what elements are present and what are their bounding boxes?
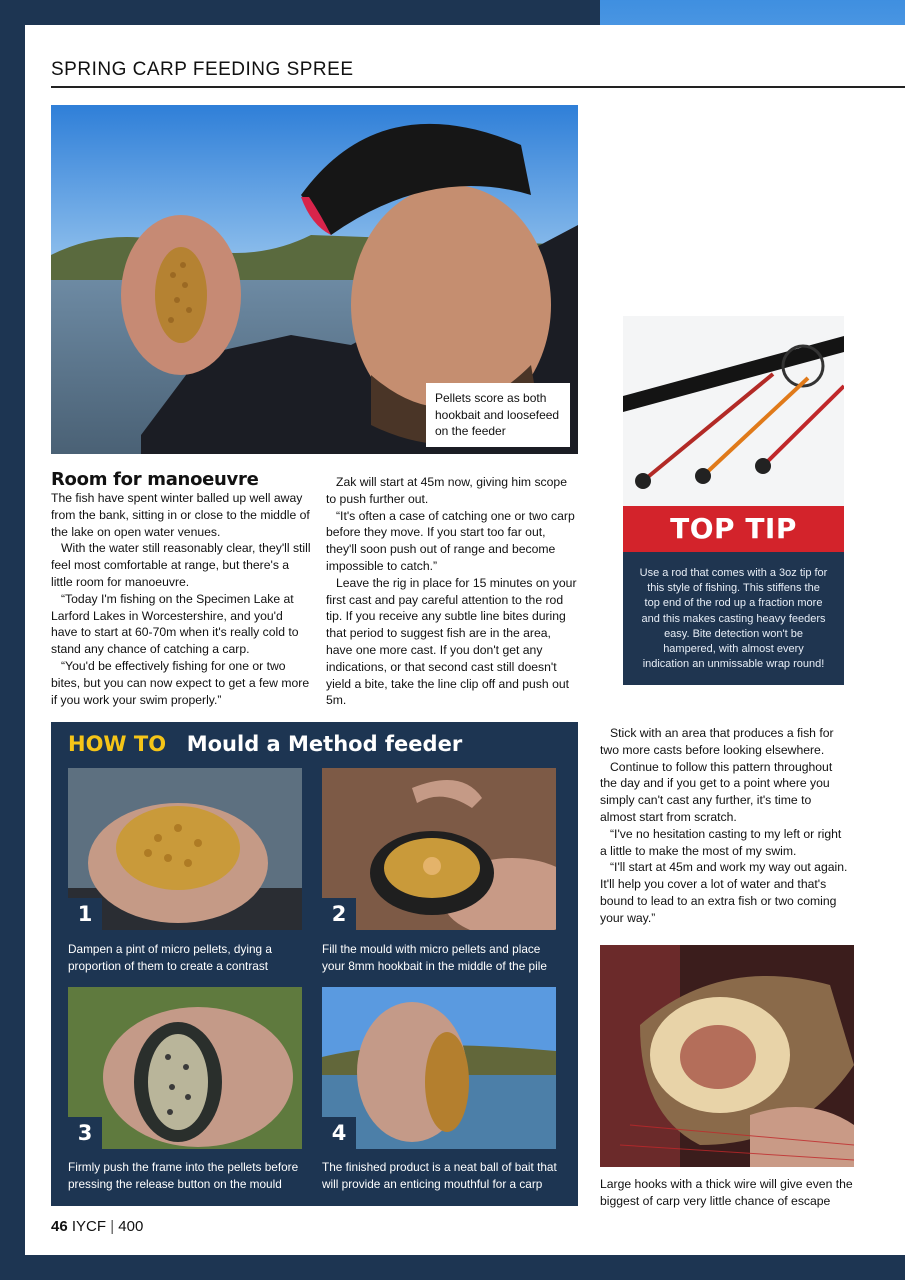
step-3-caption: Firmly push the frame into the pellets before pressing the release button on the mould bbox=[68, 1160, 299, 1191]
paragraph: Stick with an area that produces a fish for two more casts before looking elsewhere. bbox=[600, 726, 834, 757]
article-subhead: Room for manoeuvre bbox=[51, 469, 259, 490]
footer-divider: | bbox=[110, 1218, 115, 1235]
how-to-kicker: HOW TO bbox=[68, 732, 167, 756]
issue-number: 400 bbox=[118, 1218, 144, 1235]
step-number: 4 bbox=[322, 1117, 356, 1149]
top-tip-panel bbox=[623, 316, 844, 685]
paragraph: “It's often a case of catching one or two carp before they move. If you start too far out, they'll soon push out of range and become impossible to catch.” bbox=[326, 508, 575, 573]
article-column-2 bbox=[326, 474, 578, 709]
paragraph: Zak will start at 45m now, giving him scope to push further out. bbox=[326, 475, 567, 506]
paragraph: With the water still reasonably clear, they'll still feel most comfortable at range, but there's a little room for manoeuvre. bbox=[51, 541, 311, 589]
how-to-heading bbox=[68, 732, 462, 756]
hero-angler-photo bbox=[51, 105, 578, 454]
step-4-caption: The finished product is a neat ball of bait that will provide an enticing mouthful for a carp bbox=[322, 1160, 557, 1191]
step-1-photo bbox=[68, 768, 302, 930]
paragraph: The fish have spent winter balled up well away from the bank, sitting in or close to the middle of the lake on open water venues. bbox=[51, 491, 310, 539]
rod-tips-photo bbox=[623, 316, 844, 506]
paragraph: “I've no hesitation casting to my left or right a little to make the most of my swim. bbox=[600, 826, 842, 858]
step-2-caption: Fill the mould with micro pellets and place your 8mm hookbait in the middle of the pile bbox=[322, 942, 547, 973]
magazine-page bbox=[25, 25, 905, 1255]
article-column-1 bbox=[51, 490, 311, 708]
paragraph: “You'd be effectively fishing for one or two bites, but you can now expect to get a few more if you work your swim properly.” bbox=[51, 658, 310, 707]
step-4-photo bbox=[322, 987, 556, 1149]
paragraph: “I'll start at 45m and work my way out again. It'll help you cover a lot of water and that's bound to lead to an extra fish or two coming your way.” bbox=[600, 860, 848, 925]
hero-caption: Pellets score as both hookbait and loosefeed on the feeder bbox=[426, 383, 570, 447]
top-tip-text: Use a rod that comes with a 3oz tip for this style of fishing. This stiffens the top end of the rod up a fraction more and this makes casting heavy feeders easy. Bite detection won't be hampered, with almost every indication an unmissable wrap round! bbox=[639, 567, 828, 671]
step-number: 2 bbox=[322, 898, 356, 930]
paragraph: Continue to follow this pattern throughout the day and if you get to a point where you simply can't cast any further, it's time to almost start from scratch. bbox=[600, 759, 833, 824]
paragraph: “Today I'm fishing on the Specimen Lake at Larford Lakes in Worcestershire, and you'd have to start at 60-70m when it's really cold to stand any chance of catching a carp. bbox=[51, 591, 299, 657]
step-2-photo bbox=[322, 768, 556, 930]
section-title: SPRING CARP FEEDING SPREE bbox=[51, 59, 354, 80]
how-to-title: Mould a Method feeder bbox=[186, 732, 463, 756]
carp-mouth-photo bbox=[600, 945, 854, 1167]
paragraph: Leave the rig in place for 15 minutes on your first cast and pay careful attention to the rod tip. If you receive any subtle line bites during that period to suggest fish are in the area, have one more cast. If you don't get any indications, or that second cast still doesn't yield a bite, take the line clip off and push out 5m. bbox=[326, 575, 577, 708]
header-rule bbox=[51, 86, 905, 88]
step-number: 1 bbox=[68, 898, 102, 930]
step-number: 3 bbox=[68, 1117, 102, 1149]
step-1-caption: Dampen a pint of micro pellets, dying a proportion of them to create a contrast bbox=[68, 942, 272, 973]
page-footer bbox=[51, 1218, 143, 1235]
magazine-name: IYCF bbox=[71, 1218, 107, 1235]
top-tip-title: TOP TIP bbox=[623, 506, 844, 552]
page-number: 46 bbox=[51, 1218, 68, 1235]
carp-photo-caption: Large hooks with a thick wire will give even the biggest of carp very little chance of escape bbox=[600, 1177, 853, 1208]
step-3-photo bbox=[68, 987, 302, 1149]
how-to-box bbox=[51, 722, 578, 1206]
article-column-3 bbox=[600, 725, 850, 927]
